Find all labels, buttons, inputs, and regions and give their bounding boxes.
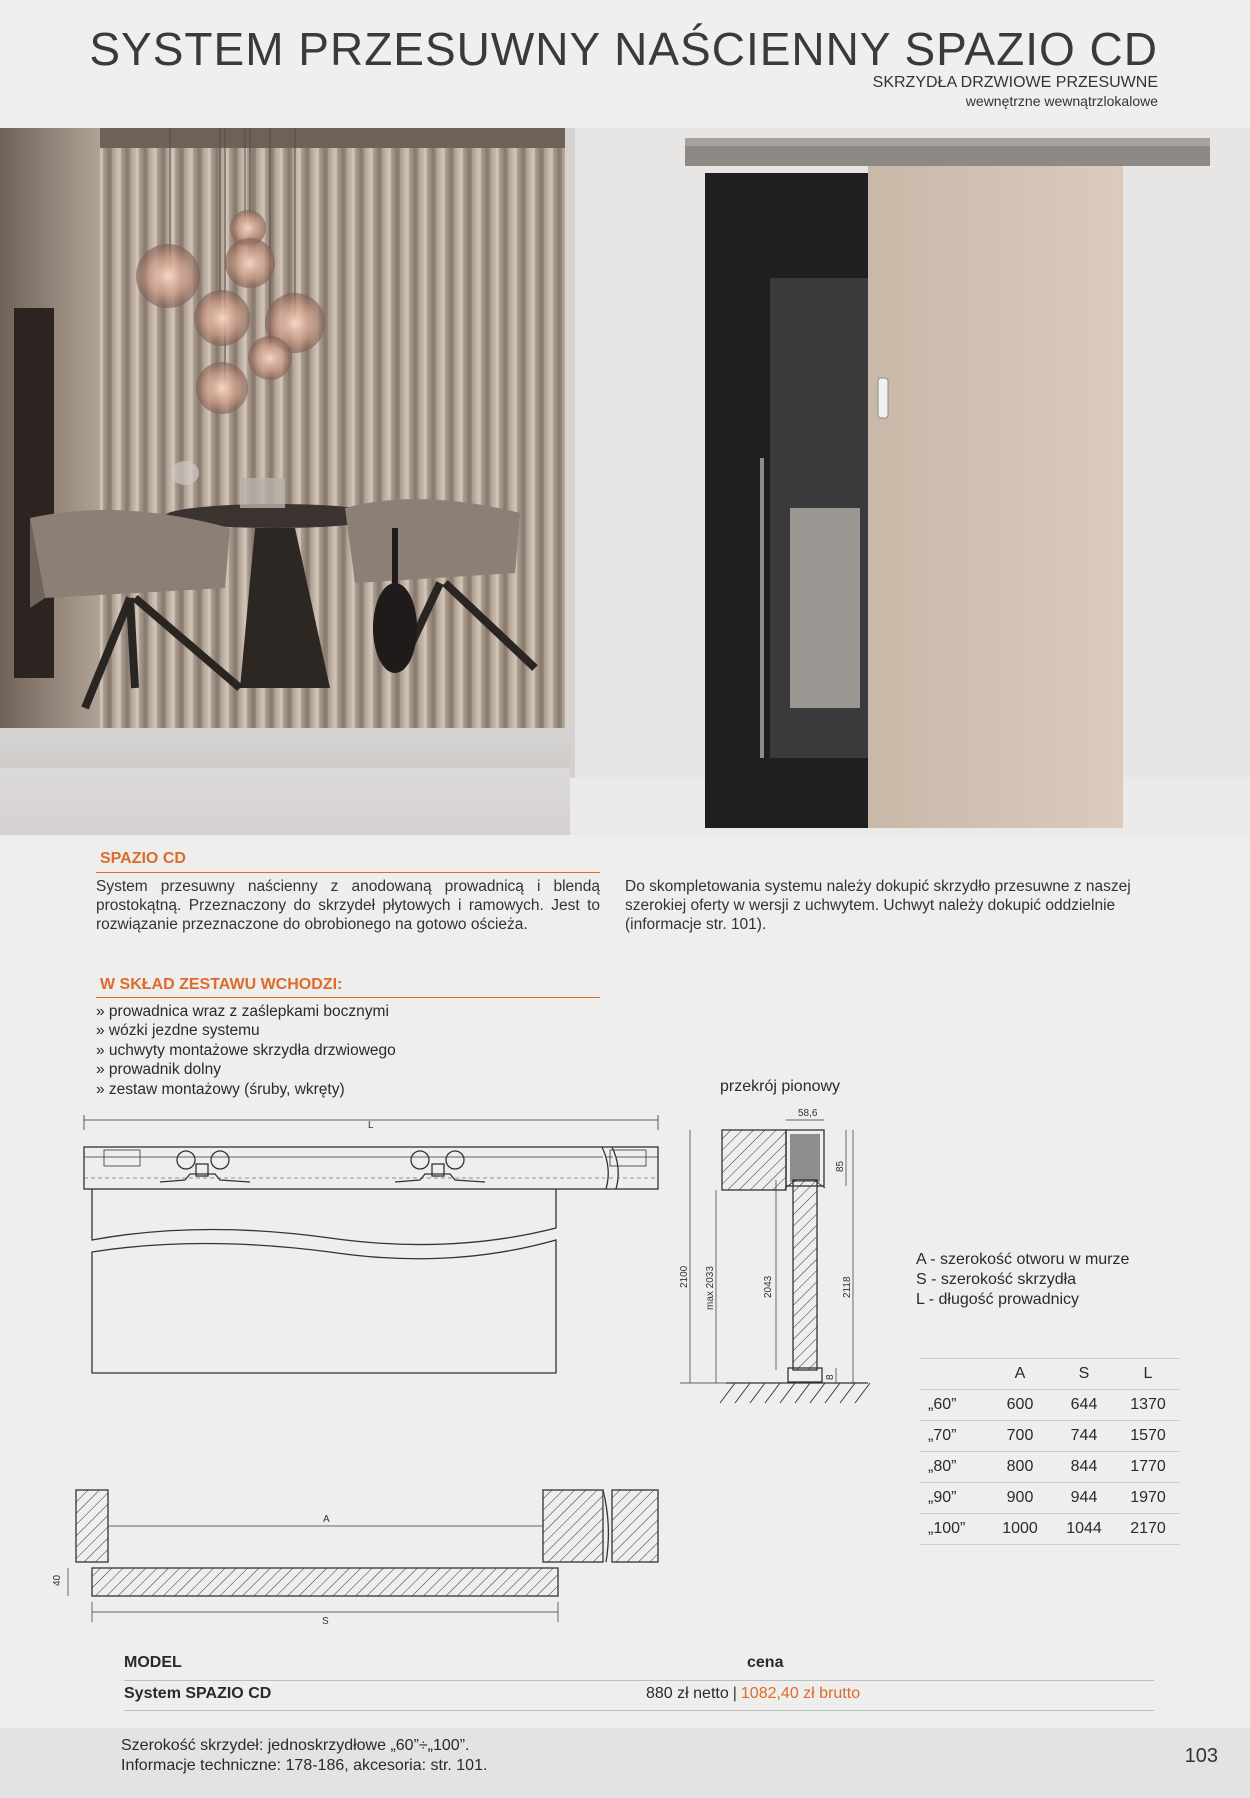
page-subtitle-small: wewnętrzne wewnątrzlokalowe — [965, 93, 1158, 109]
section-heading-contents: W SKŁAD ZESTAWU WCHODZI: — [100, 976, 343, 993]
table-cell: 1770 — [1116, 1452, 1180, 1483]
table-cell: 1000 — [988, 1514, 1052, 1545]
list-item: » prowadnica wraz z zaślepkami bocznymi — [96, 1003, 389, 1020]
legend-s: S - szerokość skrzydła — [916, 1271, 1077, 1288]
page-header — [0, 0, 1250, 128]
table-cell: 644 — [1052, 1390, 1116, 1421]
wall-section — [722, 1130, 786, 1190]
table-header: S — [1052, 1359, 1116, 1390]
list-item: » zestaw montażowy (śruby, wkręty) — [96, 1080, 345, 1098]
door-leaf-bottom — [92, 1240, 556, 1373]
legend-a: A - szerokość otworu w murze — [916, 1251, 1130, 1268]
section-divider — [96, 872, 600, 873]
table-cell: 2170 — [1116, 1514, 1180, 1545]
price-separator: | — [732, 1685, 737, 1702]
rail-front-view — [84, 1147, 658, 1189]
table-cell: „100” — [920, 1514, 988, 1545]
table-row — [920, 1514, 1180, 1545]
table-cell: 1044 — [1052, 1514, 1116, 1545]
dimension-legend — [916, 1250, 1129, 1310]
model-divider — [124, 1680, 1154, 1681]
table-row — [920, 1390, 1180, 1421]
list-item: » wózki jezdne systemu — [96, 1022, 260, 1040]
table-cell: 944 — [1052, 1483, 1116, 1514]
interior-photo-illustration — [0, 128, 1250, 835]
page-title: SYSTEM PRZESUWNY NAŚCIENNY SPAZIO CD — [89, 23, 1158, 75]
dim-8: 8 — [825, 1374, 836, 1380]
dim-label-s: S — [322, 1616, 329, 1627]
table-cell: 1370 — [1116, 1390, 1180, 1421]
footer-info: Informacje techniczne: 178-186, akcesoria: str. 101. — [121, 1757, 488, 1774]
door-leaf-top — [92, 1189, 556, 1245]
table-cell: „70” — [920, 1421, 988, 1452]
table-cell: 844 — [1052, 1452, 1116, 1483]
table-header-row — [920, 1359, 1180, 1390]
table-cell: 700 — [988, 1421, 1052, 1452]
dim-label-l: L — [368, 1120, 374, 1131]
dimensions-table — [920, 1358, 1180, 1545]
table-cell: 1970 — [1116, 1483, 1180, 1514]
table-header: L — [1116, 1359, 1180, 1390]
table-cell: „60” — [920, 1390, 988, 1421]
model-column-header: MODEL — [124, 1654, 182, 1671]
dim-label-a: A — [323, 1514, 330, 1525]
price-column-header: cena — [747, 1654, 784, 1671]
footer-widths: Szerokość skrzydeł: jednoskrzydłowe „60”÷„100”. — [121, 1737, 470, 1754]
dim-2100: 2100 — [679, 1265, 690, 1288]
table-cell: 800 — [988, 1452, 1052, 1483]
model-name: System SPAZIO CD — [124, 1685, 272, 1702]
table-cell: 744 — [1052, 1421, 1116, 1452]
leaf-plan — [92, 1568, 558, 1596]
table-cell: „80” — [920, 1452, 988, 1483]
wall-right — [543, 1490, 603, 1562]
section1-right-text: Do skompletowania systemu należy dokupić skrzydło przesuwne z naszej szerokiej oferty w wersji z uchwytem. Uchwyt należy dokupić oddzielnie (informacje str. 101). — [625, 878, 1131, 933]
table-cell: 900 — [988, 1483, 1052, 1514]
table-cell: 1570 — [1116, 1421, 1180, 1452]
table-row — [920, 1483, 1180, 1514]
page-number: 103 — [1184, 1745, 1218, 1767]
wall-left — [76, 1490, 108, 1562]
page-subtitle: SKRZYDŁA DRZWIOWE PRZESUWNE — [872, 74, 1158, 91]
section-drawing-caption: przekrój pionowy — [720, 1078, 841, 1095]
table-row — [920, 1421, 1180, 1452]
section-heading-spazio: SPAZIO CD — [100, 850, 186, 867]
dim-2043: 2043 — [763, 1275, 774, 1298]
dim-max-2033: max 2033 — [705, 1266, 716, 1310]
table-row — [920, 1452, 1180, 1483]
price-netto: 880 zł netto — [646, 1685, 729, 1702]
list-item: » prowadnik dolny — [96, 1061, 221, 1079]
dim-58-6: 58,6 — [798, 1108, 818, 1119]
model-divider — [124, 1710, 1154, 1711]
table-cell: „90” — [920, 1483, 988, 1514]
price — [646, 1685, 860, 1703]
price-brutto: 1082,40 zł brutto — [740, 1685, 861, 1702]
section1-left-text: System przesuwny naścienny z anodowaną prowadnicą i blendą prostokątną. Przeznaczony do skrzydeł płytowych i ramowych. Jest to rozwiązanie przeznaczone do obrobionego na gotowo ościeża. — [96, 878, 600, 933]
list-item: » uchwyty montażowe skrzydła drzwiowego — [96, 1041, 396, 1059]
table-header — [920, 1359, 988, 1390]
interior-photo — [0, 128, 1250, 835]
dim-2118: 2118 — [842, 1276, 853, 1298]
door-leaf-section — [793, 1180, 817, 1370]
table-cell: 600 — [988, 1390, 1052, 1421]
dim-85: 85 — [835, 1160, 846, 1172]
legend-l: L - długość prowadnicy — [916, 1291, 1080, 1308]
dim-40: 40 — [52, 1574, 63, 1586]
table-header: A — [988, 1359, 1052, 1390]
section-divider — [96, 997, 600, 998]
